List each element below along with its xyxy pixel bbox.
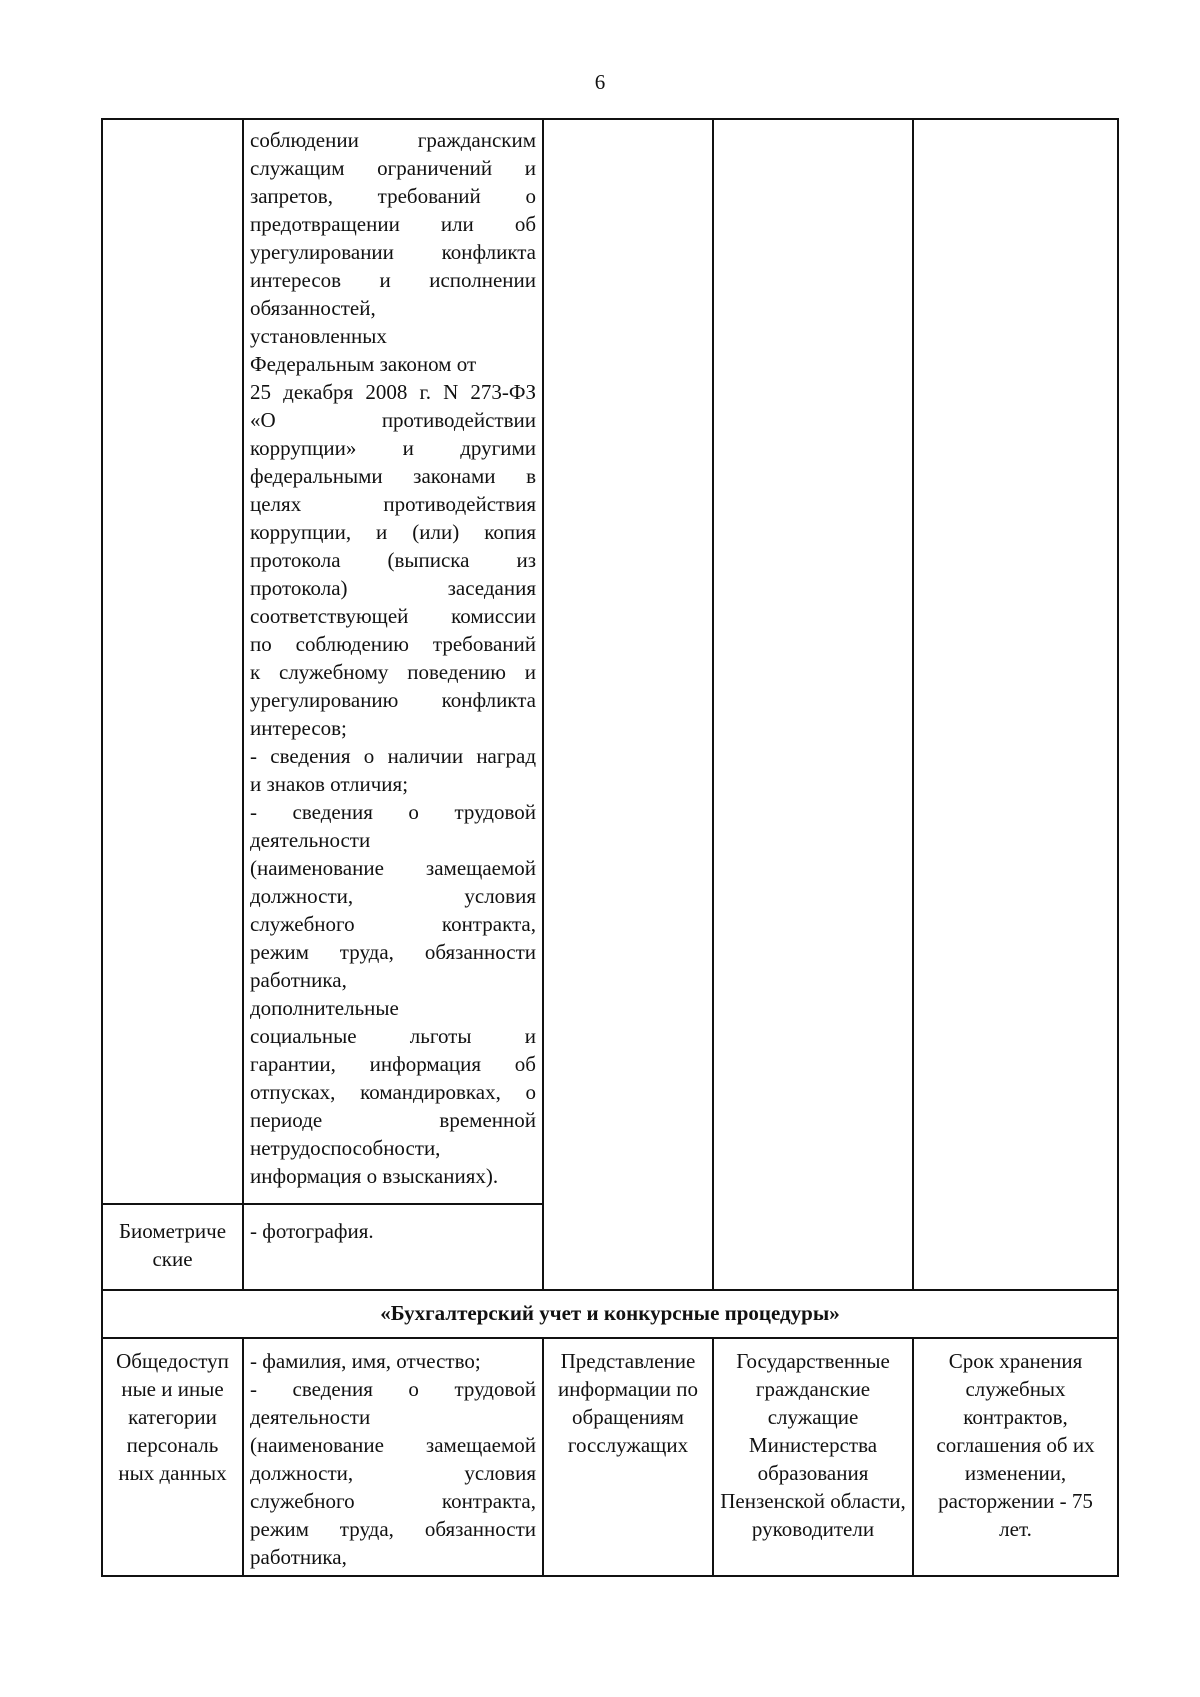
details-line: установленных [250, 324, 387, 348]
details-line: служебного контракта, [250, 912, 536, 936]
category-label: Общедоступ ные и иные категории персональ ных данных [116, 1349, 229, 1485]
table-row [102, 119, 1118, 1204]
details-cell [243, 1338, 543, 1576]
details-line: по соблюдению требований [250, 632, 536, 656]
details-text [250, 126, 536, 1190]
details-line: периоде временной [250, 1108, 536, 1132]
details-line: нетрудоспособности, [250, 1136, 441, 1160]
page-number: 6 [594, 70, 606, 94]
details-line: протокола (выписка из [250, 548, 536, 572]
details-line: целях противодействия [250, 492, 536, 516]
details-line: работника, [250, 968, 347, 992]
details-line: отпусках, командировках, о [250, 1080, 536, 1104]
details-line: интересов; [250, 716, 347, 740]
details-line: 25 декабря 2008 г. N 273-ФЗ [250, 380, 536, 404]
details-line: урегулированию конфликта [250, 688, 536, 712]
details-line: обязанностей, [250, 296, 376, 320]
subjects-text: Государственные гражданские служащие Министерства образования Пензенской области, руководители [720, 1349, 906, 1541]
purpose-text: Представление информации по обращениям госслужащих [558, 1349, 698, 1457]
retention-text: Срок хранения служебных контрактов, соглашения об их изменении, расторжении - 75 лет. [936, 1349, 1095, 1541]
details-line: - сведения о трудовой [250, 800, 536, 824]
category-cell-empty [102, 119, 243, 1204]
details-text: - фотография. [250, 1219, 374, 1243]
details-line: дополнительные [250, 996, 399, 1020]
details-line: «О противодействии [250, 408, 536, 432]
details-cell [243, 119, 543, 1204]
details-line: и знаков отличия; [250, 772, 409, 796]
subjects-cell [713, 1338, 913, 1576]
section-title: «Бухгалтерский учет и конкурсные процедуры» [102, 1290, 1118, 1338]
details-line: к служебному поведению и [250, 660, 536, 684]
details-text [250, 1347, 536, 1571]
details-line: режим труда, обязанности [250, 1517, 536, 1541]
details-line: коррупции, и (или) копия [250, 520, 536, 544]
details-line: должности, условия [250, 884, 536, 908]
details-line: соответствующей комиссии [250, 604, 536, 628]
details-line: федеральными законами в [250, 464, 536, 488]
details-line: служащим ограничений и [250, 156, 536, 180]
purpose-cell [543, 1338, 713, 1576]
details-line: запретов, требований о [250, 184, 536, 208]
retention-cell-empty [913, 119, 1118, 1290]
details-line: - сведения о трудовой [250, 1377, 536, 1401]
details-line: работника, [250, 1545, 347, 1569]
category-cell [102, 1338, 243, 1576]
category-label: Биометриче ские [118, 1219, 227, 1271]
details-line: социальные льготы и [250, 1024, 536, 1048]
details-line: - сведения о наличии наград [250, 744, 536, 768]
purpose-cell-empty [543, 119, 713, 1290]
table-row [102, 1338, 1118, 1576]
details-line: коррупции» и другими [250, 436, 536, 460]
details-line: (наименование замещаемой [250, 856, 536, 880]
details-line: служебного контракта, [250, 1489, 536, 1513]
details-line: информация о взысканиях). [250, 1164, 499, 1188]
subjects-cell-empty [713, 119, 913, 1290]
details-line: деятельности [250, 828, 371, 852]
details-line: (наименование замещаемой [250, 1433, 536, 1457]
details-line: деятельности [250, 1405, 371, 1429]
details-line: должности, условия [250, 1461, 536, 1485]
details-line: протокола) заседания [250, 576, 536, 600]
retention-cell [913, 1338, 1118, 1576]
personal-data-table [101, 118, 1119, 1577]
details-cell [243, 1204, 543, 1290]
section-header-row [102, 1290, 1118, 1338]
details-line: интересов и исполнении [250, 268, 536, 292]
details-line: урегулировании конфликта [250, 240, 536, 264]
details-line: предотвращении или об [250, 212, 536, 236]
details-line: Федеральным законом от [250, 352, 477, 376]
category-cell [102, 1204, 243, 1290]
details-line: - фамилия, имя, отчество; [250, 1349, 481, 1373]
details-line: соблюдении гражданским [250, 128, 536, 152]
details-line: гарантии, информация об [250, 1052, 536, 1076]
details-line: режим труда, обязанности [250, 940, 536, 964]
